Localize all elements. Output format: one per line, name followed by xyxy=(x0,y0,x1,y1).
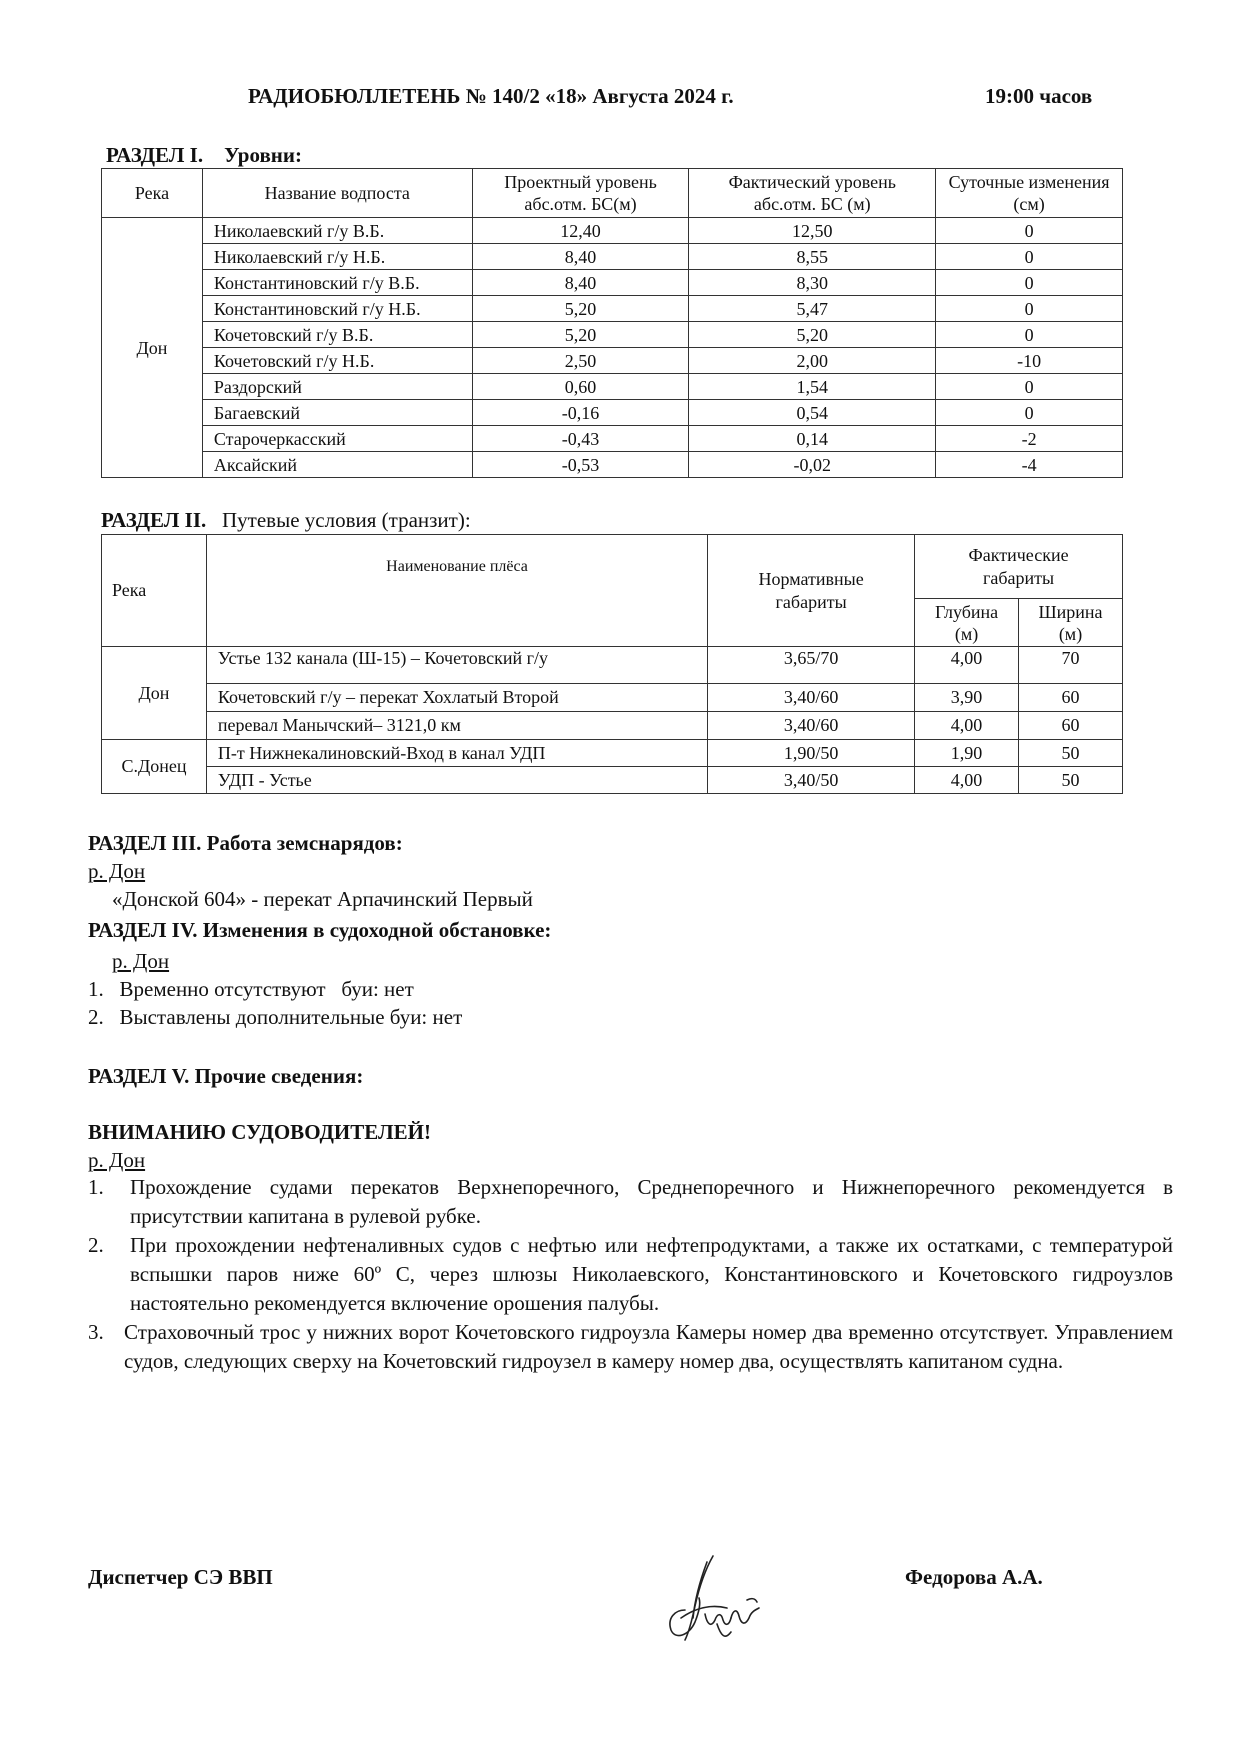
section1-heading xyxy=(106,143,302,168)
depth-cell: 4,00 xyxy=(915,647,1019,684)
header-stretch: Наименование плёса xyxy=(206,535,707,647)
header-normative: Нормативные габариты xyxy=(708,535,915,647)
stretch-cell: Устье 132 канала (Ш-15) – Кочетовский г/у xyxy=(206,647,707,684)
river-cell: Дон xyxy=(102,647,207,740)
change-cell: 0 xyxy=(936,218,1123,244)
table-row xyxy=(102,426,1123,452)
post-cell: Константиновский г/у В.Б. xyxy=(202,270,472,296)
table-row xyxy=(102,684,1123,712)
actual-cell: 5,20 xyxy=(689,322,936,348)
attention-item-2 xyxy=(88,1231,1173,1318)
section4-item-1: 1. Временно отсутствуют буи: нет xyxy=(88,977,414,1001)
dispatcher-position: Диспетчер СЭ ВВП xyxy=(88,1565,273,1589)
section4-item-2: 2. Выставлены дополнительные буи: нет xyxy=(88,1005,463,1029)
normative-cell: 1,90/50 xyxy=(708,740,915,767)
table-row xyxy=(102,296,1123,322)
design-cell: -0,43 xyxy=(472,426,689,452)
change-cell: -4 xyxy=(936,452,1123,478)
stretch-cell: перевал Манычский– 3121,0 км xyxy=(206,712,707,740)
change-cell: -10 xyxy=(936,348,1123,374)
header-river: Река xyxy=(102,169,203,218)
item-number: 3. xyxy=(88,1320,104,1344)
table-row xyxy=(102,244,1123,270)
actual-cell: -0,02 xyxy=(689,452,936,478)
post-cell: Кочетовский г/у В.Б. xyxy=(202,322,472,348)
item-number: 2. xyxy=(88,1233,104,1257)
depth-cell: 1,90 xyxy=(915,740,1019,767)
river-cell: Дон xyxy=(102,218,203,478)
table-row xyxy=(102,218,1123,244)
actual-cell: 0,54 xyxy=(689,400,936,426)
depth-cell: 4,00 xyxy=(915,712,1019,740)
width-cell: 60 xyxy=(1019,684,1123,712)
table-row xyxy=(102,767,1123,794)
design-cell: 2,50 xyxy=(472,348,689,374)
post-cell: Раздорский xyxy=(202,374,472,400)
design-cell: 8,40 xyxy=(472,270,689,296)
table-row xyxy=(102,452,1123,478)
attention-item-3 xyxy=(88,1318,1173,1376)
design-cell: 5,20 xyxy=(472,296,689,322)
section3-river: р. Дон xyxy=(88,859,146,883)
actual-cell: 0,14 xyxy=(689,426,936,452)
section2-heading xyxy=(101,508,471,533)
change-cell: 0 xyxy=(936,374,1123,400)
design-cell: 12,40 xyxy=(472,218,689,244)
section2-title: Путевые условия (транзит): xyxy=(222,508,471,532)
table-row xyxy=(102,374,1123,400)
change-cell: 0 xyxy=(936,270,1123,296)
section1-title: Уровни: xyxy=(224,143,302,167)
post-cell: Аксайский xyxy=(202,452,472,478)
stretch-cell: П-т Нижнекалиновский-Вход в канал УДП xyxy=(206,740,707,767)
width-cell: 70 xyxy=(1019,647,1123,684)
section2-label: РАЗДЕЛ II. xyxy=(101,508,207,532)
width-cell: 50 xyxy=(1019,740,1123,767)
route-table xyxy=(101,534,1123,794)
normative-cell: 3,65/70 xyxy=(708,647,915,684)
bulletin-time: 19:00 часов xyxy=(985,84,1093,108)
attention-title: ВНИМАНИЮ СУДОВОДИТЕЛЕЙ! xyxy=(88,1120,431,1144)
attention-item-1 xyxy=(88,1173,1173,1231)
design-cell: -0,16 xyxy=(472,400,689,426)
post-cell: Николаевский г/у Н.Б. xyxy=(202,244,472,270)
change-cell: 0 xyxy=(936,400,1123,426)
table-row xyxy=(102,647,1123,684)
actual-cell: 5,47 xyxy=(689,296,936,322)
design-cell: -0,53 xyxy=(472,452,689,478)
header-river: Река xyxy=(102,535,207,647)
section5-title: РАЗДЕЛ V. Прочие сведения: xyxy=(88,1064,364,1088)
post-cell: Старочеркасский xyxy=(202,426,472,452)
header-depth: Глубина (м) xyxy=(915,599,1019,647)
section4-river: р. Дон xyxy=(112,949,170,973)
levels-header-row xyxy=(102,169,1123,218)
dispatcher-name: Федорова А.А. xyxy=(905,1565,1043,1589)
item-number: 1. xyxy=(88,1175,104,1199)
item-text: Прохождение судами перекатов Верхнепоречного, Среднепоречного и Нижнепоречного рекомендуется в присутствии капитана в рулевой рубке. xyxy=(130,1175,1173,1228)
table-row xyxy=(102,322,1123,348)
table-row xyxy=(102,348,1123,374)
stretch-cell: УДП - Устье xyxy=(206,767,707,794)
design-cell: 0,60 xyxy=(472,374,689,400)
depth-cell: 3,90 xyxy=(915,684,1019,712)
post-cell: Багаевский xyxy=(202,400,472,426)
section3-title: РАЗДЕЛ III. Работа земснарядов: xyxy=(88,831,403,855)
post-cell: Константиновский г/у Н.Б. xyxy=(202,296,472,322)
route-header-row xyxy=(102,535,1123,599)
actual-cell: 2,00 xyxy=(689,348,936,374)
section4-title: РАЗДЕЛ IV. Изменения в судоходной обстановке: xyxy=(88,918,552,942)
actual-cell: 8,55 xyxy=(689,244,936,270)
change-cell: 0 xyxy=(936,244,1123,270)
header-actual-level: Фактический уровень абс.отм. БС (м) xyxy=(689,169,936,218)
table-row xyxy=(102,270,1123,296)
attention-river: р. Дон xyxy=(88,1148,146,1172)
normative-cell: 3,40/60 xyxy=(708,684,915,712)
header-design-level: Проектный уровень абс.отм. БС(м) xyxy=(472,169,689,218)
design-cell: 5,20 xyxy=(472,322,689,348)
change-cell: 0 xyxy=(936,296,1123,322)
post-cell: Николаевский г/у В.Б. xyxy=(202,218,472,244)
actual-cell: 12,50 xyxy=(689,218,936,244)
change-cell: 0 xyxy=(936,322,1123,348)
actual-cell: 1,54 xyxy=(689,374,936,400)
normative-cell: 3,40/60 xyxy=(708,712,915,740)
bulletin-title: РАДИОБЮЛЛЕТЕНЬ № 140/2 «18» Августа 2024 г. xyxy=(248,84,734,108)
header-daily-change: Суточные изменения (см) xyxy=(936,169,1123,218)
width-cell: 50 xyxy=(1019,767,1123,794)
stretch-cell: Кочетовский г/у – перекат Хохлатый Второй xyxy=(206,684,707,712)
river-cell: С.Донец xyxy=(102,740,207,794)
table-row xyxy=(102,740,1123,767)
signature-icon xyxy=(655,1548,785,1648)
item-text: Страховочный трос у нижних ворот Кочетовского гидроузла Камеры номер два временно отсутствует. Управлением судов, следующих сверху на Кочетовский гидроузел в камеру номер два, осуществлять капитаном судна. xyxy=(124,1320,1173,1373)
width-cell: 60 xyxy=(1019,712,1123,740)
table-row xyxy=(102,712,1123,740)
table-row xyxy=(102,400,1123,426)
header-actual-dims: Фактические габариты xyxy=(915,535,1123,599)
header-width: Ширина (м) xyxy=(1019,599,1123,647)
depth-cell: 4,00 xyxy=(915,767,1019,794)
header-post: Название водпоста xyxy=(202,169,472,218)
normative-cell: 3,40/50 xyxy=(708,767,915,794)
post-cell: Кочетовский г/у Н.Б. xyxy=(202,348,472,374)
section3-item: «Донской 604» - перекат Арпачинский Первый xyxy=(112,887,533,911)
change-cell: -2 xyxy=(936,426,1123,452)
actual-cell: 8,30 xyxy=(689,270,936,296)
levels-table xyxy=(101,168,1123,478)
section1-label: РАЗДЕЛ I. xyxy=(106,143,204,167)
design-cell: 8,40 xyxy=(472,244,689,270)
item-text: При прохождении нефтеналивных судов с нефтью или нефтепродуктами, а также их остатками, с температурой вспышки паров ниже 60º С, через шлюзы Николаевского, Константиновского и Кочетовского гидроузлов настоятельно рекомендуется включение орошения палубы. xyxy=(130,1233,1173,1315)
